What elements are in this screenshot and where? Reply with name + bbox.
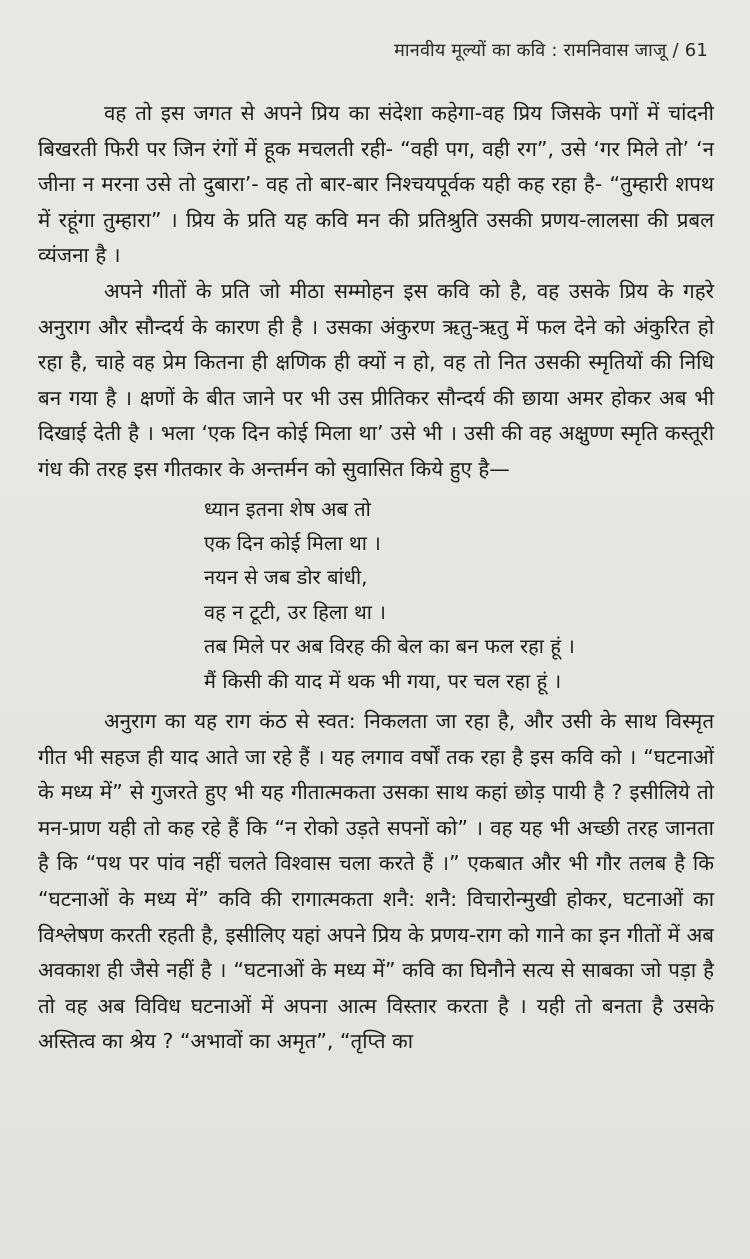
verse-line: एक दिन कोई मिला था । [204, 530, 381, 555]
paragraph-1: वह तो इस जगत से अपने प्रिय का संदेशा कहेगा-वह प्रिय जिसके पगों में चांदनी बिखरती फिरी पर जिन रंगों में हूक मचलती रही- “वही पग, वही रग”, उसे ‘गर मिले तो’ ‘न जीना न मरना उसे तो दुबारा’- वह तो बार-बार निश्चयपूर्वक यही कह रहा है- “तुम्हारी शपथ में रहूंगा तुम्हारा” । प्रिय के प्रति यह कवि मन की प्रतिश्रुति उसकी प्रणय-लालसा की प्रबल व्यंजना है । [38, 101, 714, 268]
verse-line: तब मिले पर अब विरह की बेल का बन फल रहा हूं । [204, 634, 575, 659]
verse-line: ध्यान इतना शेष अब तो [204, 496, 371, 521]
verse-line: मैं किसी की याद में थक भी गया, पर चल रहा हूं । [204, 668, 562, 693]
running-header: मानवीय मूल्यों का कवि : रामनिवास जाजू / 61 [394, 40, 708, 61]
verse-quote [204, 492, 714, 698]
body-text [38, 96, 714, 1060]
verse-line: नयन से जब डोर बांधी, [204, 565, 368, 590]
paragraph-2: अपने गीतों के प्रति जो मीठा सम्मोहन इस कवि को है, वह उसके प्रिय के गहरे अनुराग और सौन्दर्य के कारण ही है । उसका अंकुरण ऋतु-ऋतु में फल देने को अंकुरित हो रहा है, चाहे वह प्रेम कितना ही क्षणिक ही क्यों न हो, वह तो नित उसकी स्मृतियों की निधि बन गया है । क्षणों के बीत जाने पर भी उस प्रीतिकर सौन्दर्य की छाया अमर होकर अब भी दिखाई देती है । भला ‘एक दिन कोई मिला था’ उसे भी । उसी की वह अक्षुण्ण स्मृति कस्तूरी गंध की तरह इस गीतकार के अन्तर्मन को सुवासित किये हुए है— [38, 278, 714, 481]
verse-line: वह न टूटी, उर हिला था । [204, 599, 386, 624]
paragraph-3: अनुराग का यह राग कंठ से स्वत: निकलता जा रहा है, और उसी के साथ विस्मृत गीत भी सहज ही याद आते जा रहे हैं । यह लगाव वर्षों तक रहा है इस कवि को । “घटनाओं के मध्य में” से गुजरते हुए भी यह गीतात्मकता उसका साथ कहां छोड़ पायी है ? इसीलिये तो मन-प्राण यही तो कह रहे हैं कि “न रोको उड़ते सपनों को” । वह यह भी अच्छी तरह जानता है कि “पथ पर पांव नहीं चलते विश्वास चला करते हैं ।” एकबात और भी गौर तलब है कि “घटनाओं के मध्य में” कवि की रागात्मकता शनै: शनै: विचारोन्मुखी होकर, घटनाओं का विश्लेषण करती रहती है, इसीलिए यहां अपने प्रिय के प्रणय-राग को गाने का इन गीतों में अब अवकाश ही जैसे नहीं है । “घटनाओं के मध्य में” कवि का घिनौने सत्य से साबका जो पड़ा है तो वह अब विविध घटनाओं में अपना आत्म विस्तार करता है । यही तो बनता है उसके अस्तित्व का श्रेय ? “अभावों का अमृत”, “तृप्ति का [38, 708, 714, 1054]
